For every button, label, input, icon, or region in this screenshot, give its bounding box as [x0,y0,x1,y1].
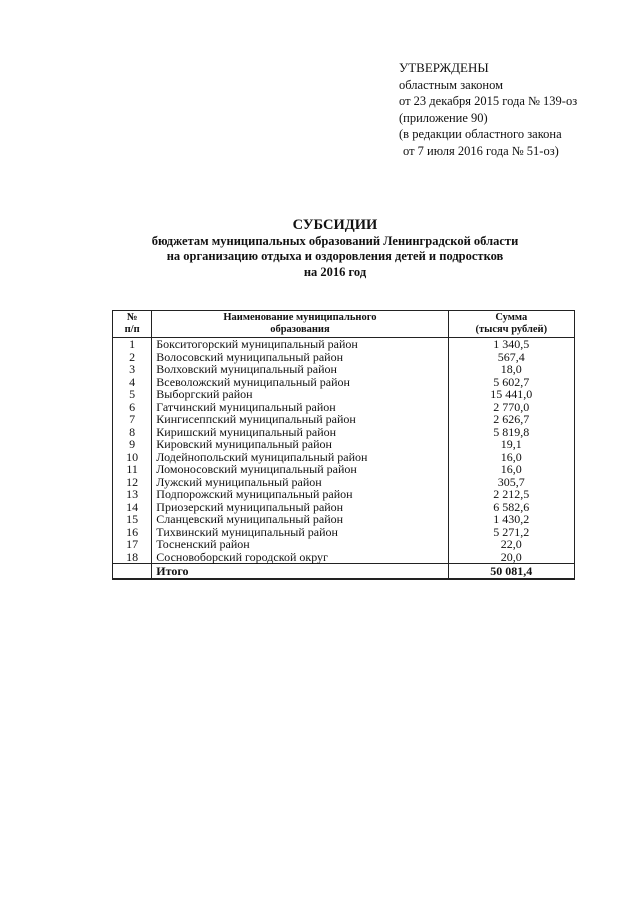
table-row [113,438,575,451]
row-municipality: Волосовский муниципальный район [152,351,448,364]
document-title [100,218,570,280]
subsidies-table [112,310,575,580]
table-row [113,513,575,526]
row-sum: 5 819,8 [448,426,574,439]
row-sum: 16,0 [448,463,574,476]
header-text: п/п [124,324,140,335]
row-number: 17 [113,538,152,551]
row-sum: 22,0 [448,538,574,551]
row-sum: 6 582,6 [448,501,574,514]
row-number: 1 [113,338,152,351]
approval-stamp [399,60,577,159]
approval-line: от 7 июля 2016 года № 51-оз) [403,143,559,158]
table-row [113,551,575,564]
row-sum: 18,0 [448,363,574,376]
header-text: № [126,312,138,323]
row-sum: 15 441,0 [448,388,574,401]
header-text: Наименование муниципального [223,312,377,323]
table-row [113,488,575,501]
row-number: 6 [113,401,152,414]
title-subline: бюджетам муниципальных образований Ленинградской области [151,233,519,248]
table-row [113,413,575,426]
table-row [113,463,575,476]
row-municipality: Сланцевский муниципальный район [152,513,448,526]
row-number: 3 [113,363,152,376]
row-municipality: Лодейнопольский муниципальный район [152,451,448,464]
total-sum: 50 081,4 [448,564,574,580]
row-number: 2 [113,351,152,364]
row-number: 14 [113,501,152,514]
table-row [113,538,575,551]
total-number-cell [113,564,152,580]
table-row [113,388,575,401]
row-municipality: Кингисеппский муниципальный район [152,413,448,426]
approval-line: (приложение 90) [399,110,488,125]
row-number: 11 [113,463,152,476]
row-municipality: Гатчинский муниципальный район [152,401,448,414]
row-sum: 2 770,0 [448,401,574,414]
title-subline: на организацию отдыха и оздоровления детей и подростков [166,249,504,263]
row-number: 15 [113,513,152,526]
row-sum: 5 602,7 [448,376,574,389]
row-sum: 305,7 [448,476,574,489]
row-sum: 16,0 [448,451,574,464]
approval-line: от 23 декабря 2015 года № 139-оз [399,94,578,108]
row-number: 4 [113,376,152,389]
row-sum: 567,4 [448,351,574,364]
approval-line: областным законом [399,77,504,92]
row-municipality: Кировский муниципальный район [152,438,448,451]
table-row [113,338,575,351]
row-municipality: Подпорожский муниципальный район [152,488,448,501]
approval-line: (в редакции областного закона [399,127,562,141]
table-header-row [113,311,575,338]
row-number: 8 [113,426,152,439]
row-number: 10 [113,451,152,464]
row-number: 7 [113,413,152,426]
row-number: 18 [113,551,152,564]
row-number: 12 [113,476,152,489]
header-text: Сумма [495,312,528,323]
row-number: 9 [113,438,152,451]
total-label: Итого [152,564,448,580]
title-subline: на 2016 год [303,264,367,279]
row-number: 5 [113,388,152,401]
row-municipality: Ломоносовский муниципальный район [152,463,448,476]
row-municipality: Всеволожский муниципальный район [152,376,448,389]
row-sum: 2 212,5 [448,488,574,501]
row-sum: 20,0 [448,551,574,564]
table-body [113,338,575,564]
row-number: 13 [113,488,152,501]
approval-heading: УТВЕРЖДЕНЫ [399,60,489,75]
title-main: СУБСИДИИ [292,217,378,233]
row-municipality: Приозерский муниципальный район [152,501,448,514]
row-municipality: Волховский муниципальный район [152,363,448,376]
header-text: (тысяч рублей) [475,324,548,335]
header-name [152,311,448,338]
row-municipality: Тосненский район [152,538,448,551]
row-municipality: Бокситогорский муниципальный район [152,338,448,351]
row-municipality: Тихвинский муниципальный район [152,526,448,539]
row-municipality: Сосновоборский городской округ [152,551,448,564]
total-row [113,564,575,580]
row-sum: 1 340,5 [448,338,574,351]
row-sum: 2 626,7 [448,413,574,426]
row-sum: 19,1 [448,438,574,451]
row-number: 16 [113,526,152,539]
row-municipality: Лужский муниципальный район [152,476,448,489]
row-sum: 1 430,2 [448,513,574,526]
header-sum [448,311,574,338]
header-number [113,311,152,338]
row-sum: 5 271,2 [448,526,574,539]
header-text: образования [270,324,330,335]
row-municipality: Выборгский район [152,388,448,401]
row-municipality: Киришский муниципальный район [152,426,448,439]
table-row [113,363,575,376]
